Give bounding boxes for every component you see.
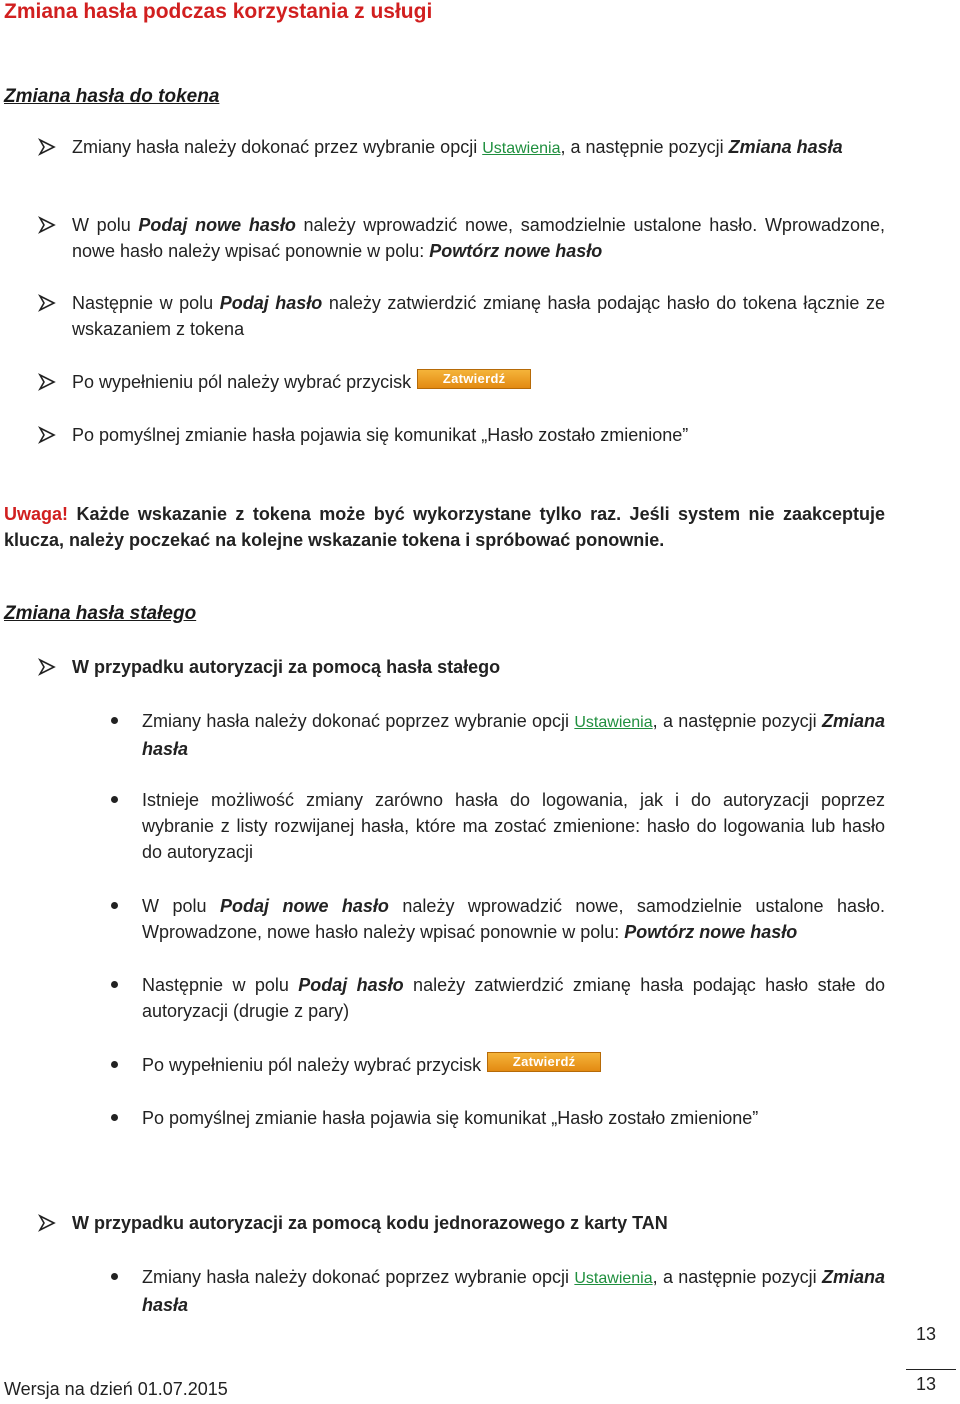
- bullet-dot-icon: [111, 717, 118, 724]
- arrow-bullet-icon: [38, 426, 56, 444]
- bullet-dot-icon: [111, 1114, 118, 1121]
- page-number-footer: 13: [916, 1374, 937, 1394]
- static-case-heading: W przypadku autoryzacji za pomocą hasła stałego: [72, 657, 501, 677]
- tan-case-heading: W przypadku autoryzacji za pomocą kodu jednorazowego z karty TAN: [72, 1213, 668, 1233]
- static-step-6: Po pomyślnej zmianie hasła pojawia się komunikat „Hasło zostało zmienione”: [142, 1108, 759, 1128]
- static-step-1: Zmiany hasła należy dokonać poprzez wybranie opcji Ustawienia, a następnie pozycji Zmiana hasła: [142, 711, 885, 759]
- settings-link[interactable]: Ustawienia: [482, 140, 561, 157]
- bullet-dot-icon: [111, 796, 118, 803]
- footer-divider: [906, 1369, 956, 1370]
- page-number: 13: [916, 1324, 937, 1344]
- warning-label: Uwaga!: [4, 504, 69, 524]
- static-step-5: Po wypełnieniu pól należy wybrać przycisk Zatwierdź: [142, 1052, 601, 1078]
- token-step-4: Po wypełnieniu pól należy wybrać przycisk Zatwierdź: [72, 369, 531, 395]
- settings-link[interactable]: Ustawienia: [574, 714, 653, 731]
- static-step-4: Następnie w polu Podaj hasło należy zatwierdzić zmianę hasła podając hasło stałe do autoryzacji (drugie z pary): [142, 975, 886, 1021]
- page-title: Zmiana hasła podczas korzystania z usługi: [4, 0, 433, 23]
- section-heading-static: Zmiana hasła stałego: [4, 603, 197, 624]
- warning-note: Uwaga! Każde wskazanie z tokena może być wykorzystane tylko raz. Jeśli system nie zaakceptuje klucza, należy poczekać na kolejne wskazanie tokena i spróbować ponownie.: [4, 504, 885, 550]
- static-step-2: Istnieje możliwość zmiany zarówno hasła do logowania, jak i do autoryzacji poprzez wybranie z listy rozwijanej hasła, które ma zostać zmienione: hasło do logowania lub hasło do autoryzacji: [142, 790, 885, 862]
- token-step-5: Po pomyślnej zmianie hasła pojawia się komunikat „Hasło zostało zmienione”: [72, 425, 689, 445]
- token-step-3: Następnie w polu Podaj hasło należy zatwierdzić zmianę hasła podając hasło do tokena łącznie ze wskazaniem z tokena: [72, 293, 885, 339]
- bullet-dot-icon: [111, 981, 118, 988]
- section-heading-token: Zmiana hasła do tokena: [4, 86, 220, 107]
- arrow-bullet-icon: [38, 294, 56, 312]
- arrow-bullet-icon: [38, 373, 56, 391]
- arrow-bullet-icon: [38, 1214, 56, 1232]
- token-step-1: Zmiany hasła należy dokonać przez wybranie opcji Ustawienia, a następnie pozycji Zmiana hasła: [72, 137, 843, 157]
- arrow-bullet-icon: [38, 658, 56, 676]
- version-footer: Wersja na dzień 01.07.2015: [4, 1379, 228, 1399]
- tan-step-1: Zmiany hasła należy dokonać poprzez wybranie opcji Ustawienia, a następnie pozycji Zmiana hasła: [142, 1267, 885, 1315]
- bullet-dot-icon: [111, 1273, 118, 1280]
- confirm-button[interactable]: Zatwierdź: [487, 1052, 601, 1072]
- bullet-dot-icon: [111, 902, 118, 909]
- token-step-2: W polu Podaj nowe hasło należy wprowadzić nowe, samodzielnie ustalone hasło. Wprowadzone, nowe hasło należy wpisać ponownie w polu: Powtórz nowe hasło: [72, 215, 886, 261]
- arrow-bullet-icon: [38, 216, 56, 234]
- static-step-3: W polu Podaj nowe hasło należy wprowadzić nowe, samodzielnie ustalone hasło. Wprowadzone, nowe hasło należy wpisać ponownie w polu: Powtórz nowe hasło: [142, 896, 885, 942]
- settings-link[interactable]: Ustawienia: [574, 1270, 653, 1287]
- arrow-bullet-icon: [38, 138, 56, 156]
- bullet-dot-icon: [111, 1061, 118, 1068]
- confirm-button[interactable]: Zatwierdź: [417, 369, 531, 389]
